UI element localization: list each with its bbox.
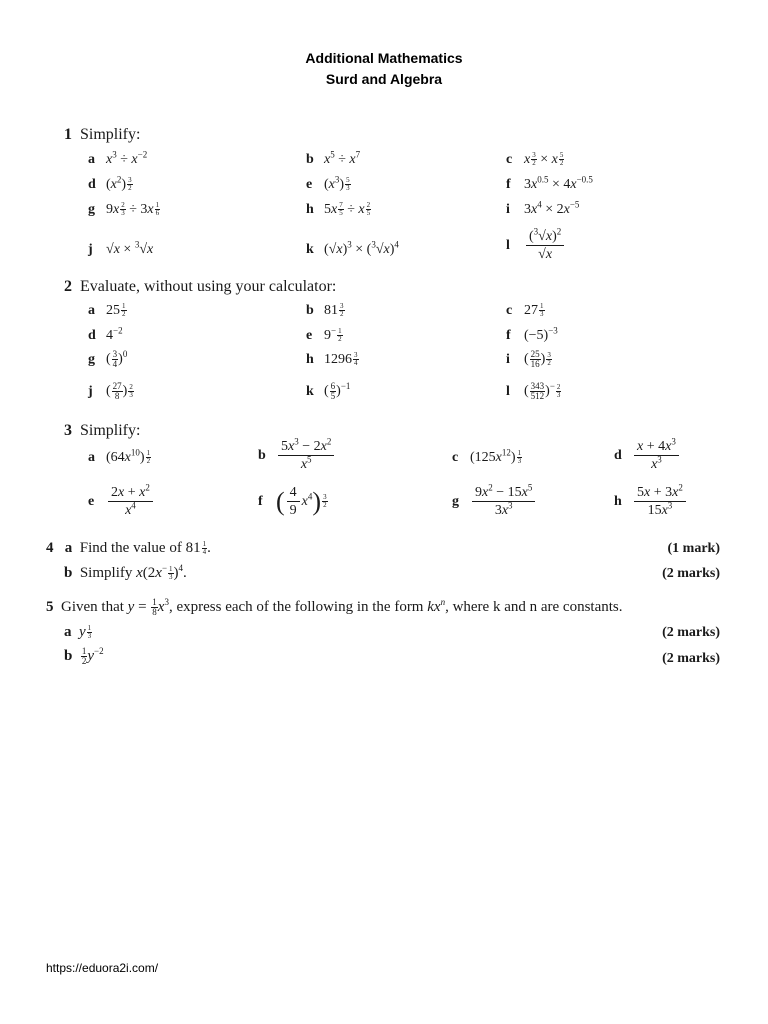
q2-item-a: a 25 $\frac{1}{2}$ (88, 302, 126, 319)
q4-b-marks: (2 marks) (662, 566, 720, 581)
document-header (0, 48, 768, 90)
q2-item-g: g ( $\frac{3}{4}$ )$^0$ (88, 349, 128, 369)
item-label: k (306, 383, 314, 399)
document-title: Additional Mathematics (305, 50, 463, 66)
question-4-part-a: 4 a Find the value of 81 $\frac{1}{4}$ . (46, 540, 211, 556)
q1-item-b: b $x^5 \div x^7$ (306, 149, 361, 167)
item-label: c (452, 450, 459, 465)
q2-item-k: k ( $\frac{6}{5}$ )$^{-1}$ (306, 381, 351, 401)
q3-item-c: c $(125x^{12})$ $\frac{1}{3}$ (452, 447, 522, 466)
q2-item-b: b 81 $\frac{3}{2}$ (306, 302, 344, 319)
item-label: b (258, 447, 266, 463)
item-label: e (306, 328, 313, 343)
item-label: d (88, 328, 96, 343)
item-label: b (64, 565, 73, 581)
item-label: k (306, 242, 314, 257)
q1-item-e: e $(x^3)$ $\frac{5}{3}$ (306, 174, 350, 193)
item-label: g (452, 493, 459, 509)
q1-item-f: f $3x^{0.5} \times 4x^{-0.5}$ (506, 174, 593, 192)
question-number: 4 (46, 540, 54, 556)
question-3-heading (64, 422, 140, 440)
question-number: 1 (64, 126, 72, 143)
item-label: h (306, 202, 314, 217)
question-number: 5 (46, 598, 54, 615)
item-label: g (88, 351, 95, 367)
question-text: Given that (61, 598, 124, 615)
question-number: 2 (64, 278, 72, 295)
q2-item-c: c 27 $\frac{1}{3}$ (506, 302, 544, 319)
question-2-heading (64, 278, 336, 296)
item-label: d (614, 447, 622, 463)
item-label: f (506, 177, 511, 192)
q2-item-l: l ( $\frac{343}{512}$ )− $\frac{2}{3}$ (506, 381, 561, 401)
q2-item-f: f $(-5)^{-3}$ (506, 325, 558, 343)
question-text-cont: , express each of the following in the form (168, 598, 424, 615)
q3-item-e: e $\frac{2x + x^2}{x^4}$ (88, 484, 155, 519)
item-label: j (88, 242, 93, 257)
q1-item-k: k $(√x)^3 \times (^3√x)^4$ (306, 239, 399, 257)
item-label: a (88, 303, 95, 318)
question-5-heading: 5 Given that y = $\frac{1}{8}$ $x^3$, express each of the following in the form $kx^n$, where k and n are constants. (46, 596, 623, 617)
q1-item-g: g 9x $\frac{2}{3}$ ÷ 3x $\frac{1}{6}$ (88, 201, 160, 218)
item-label: h (614, 493, 622, 509)
question-5-part-b: b $\frac{1}{2}$ $y^{-2}$ (64, 645, 104, 666)
q2-item-d: d $4^{-2}$ (88, 325, 123, 343)
question-text: Evaluate, without using your calculator: (80, 278, 337, 295)
q1-item-l: l $\frac{(^3√x)^2}{√x}$ (506, 228, 566, 263)
q5-a-marks: (2 marks) (662, 625, 720, 640)
q3-item-d: d $\frac{x + 4x^3}{x^3}$ (614, 438, 681, 473)
q3-item-g: g $\frac{9x^2 - 15x^5}{3x^3}$ (452, 484, 537, 519)
document-subtitle: Surd and Algebra (325, 71, 443, 87)
item-label: a (88, 450, 95, 465)
question-4-part-b: b Simplify x(2x− $\frac{1}{3}$ )$^4$. (64, 563, 187, 581)
q3-item-a: a $(64x^{10})$ $\frac{1}{2}$ (88, 447, 151, 466)
q3-item-f: f ( $\frac{4}{9}$ $x^4$ ) 3 2 (258, 485, 327, 518)
q2-item-i: i ( $\frac{25}{16}$ ) $\frac{3}{2}$ (506, 349, 551, 369)
item-label: c (506, 303, 513, 318)
item-label: a (64, 624, 72, 640)
item-label: e (306, 177, 313, 192)
item-label: l (506, 237, 510, 253)
question-text: Find the value of 81 (79, 540, 201, 556)
q2-item-h: h 1296 $\frac{3}{4}$ (306, 351, 358, 368)
question-text: Simplify (79, 565, 133, 581)
item-label: f (258, 493, 263, 509)
item-label: g (88, 202, 95, 217)
item-label: b (64, 647, 73, 664)
item-label: i (506, 202, 510, 217)
q1-item-i: i $3x^4 \times 2x^{-5}$ (506, 199, 580, 217)
item-label: j (88, 383, 93, 399)
item-label: h (306, 352, 314, 367)
item-label: a (64, 540, 73, 556)
question-text: Simplify: (80, 422, 141, 439)
question-5-part-a: a y $\frac{1}{3}$ (64, 624, 92, 640)
q3-item-b: b $\frac{5x^3 - 2x^2}{x^5}$ (258, 438, 336, 473)
question-number: 3 (64, 422, 72, 439)
q5-b-marks: (2 marks) (662, 651, 720, 666)
item-label: c (506, 152, 513, 167)
item-label: d (88, 177, 96, 192)
question-text-end: , where k and n are constants. (445, 598, 623, 615)
q1-item-c: c x $\frac{3}{2}$ × x $\frac{5}{2}$ (506, 151, 564, 168)
item-label: b (306, 152, 314, 167)
item-label: i (506, 351, 510, 367)
question-1-heading (64, 126, 140, 144)
item-label: f (506, 328, 511, 343)
item-label: e (88, 493, 95, 509)
question-sheet (44, 110, 734, 680)
q1-item-j: j √x × $^3$√x (88, 239, 154, 257)
q1-item-h: h 5x $\frac{7}{5}$ ÷ x $\frac{2}{5}$ (306, 201, 371, 218)
q3-item-h: h $\frac{5x + 3x^2}{15x^3}$ (614, 484, 688, 519)
item-label: a (88, 152, 95, 167)
q2-item-j: j ( $\frac{27}{8}$ ) $\frac{2}{3}$ (88, 381, 133, 401)
question-text: Simplify: (80, 126, 141, 143)
footer-url[interactable]: https://eduora2i.com/ (46, 961, 159, 975)
q2-item-e: e 9− $\frac{1}{2}$ (306, 325, 342, 344)
q1-item-d: d $(x^2)$ $\frac{3}{2}$ (88, 174, 132, 193)
q4-a-marks: (1 mark) (667, 541, 720, 556)
item-label: b (306, 303, 314, 318)
q1-item-a: a $x^3 \div x^{-2}$ (88, 149, 148, 167)
item-label: l (506, 383, 510, 399)
